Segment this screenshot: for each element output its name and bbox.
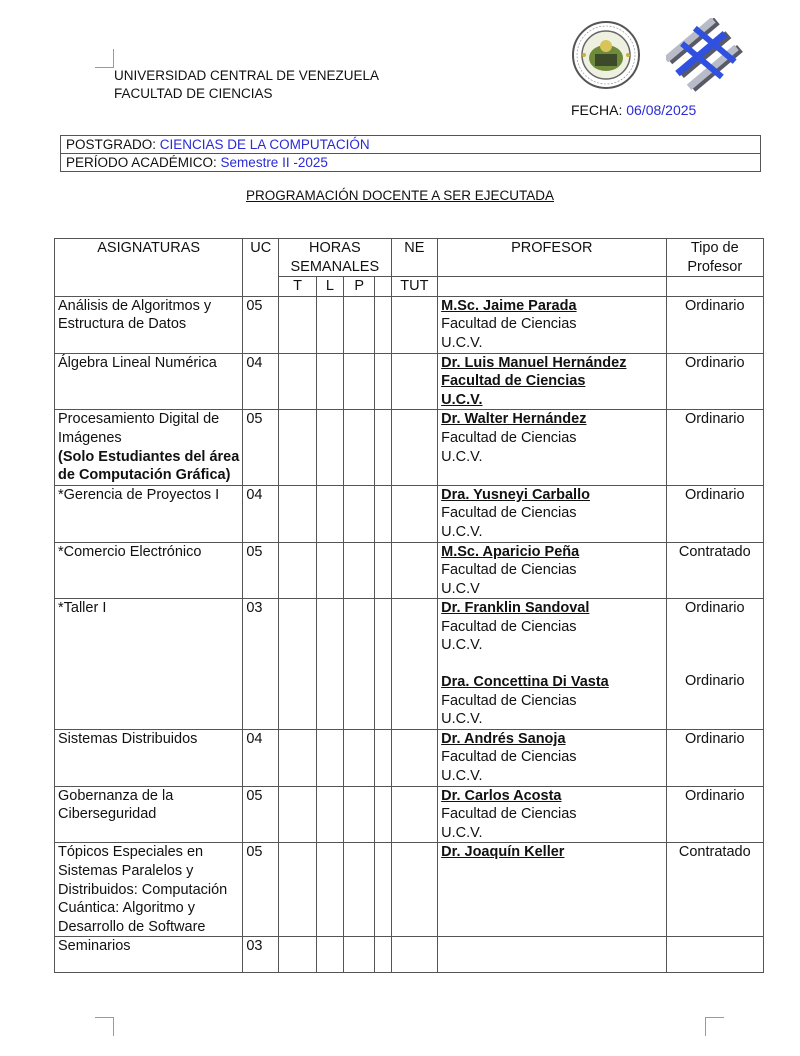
profesor-inst: U.C.V. — [441, 824, 483, 841]
uc-cell: 04 — [243, 729, 279, 786]
asignatura-cell: Gobernanza de la Ciberseguridad — [55, 786, 243, 843]
uc-cell: 05 — [243, 296, 279, 353]
profesor-name: Dr. Walter Hernández — [441, 411, 587, 428]
asignatura-cell: *Gerencia de Proyectos I — [55, 485, 243, 542]
asignatura-cell: *Taller I — [55, 599, 243, 730]
header-profesor: PROFESOR — [438, 239, 666, 277]
tipo-cell: Ordinario — [666, 410, 763, 485]
asignatura-cell: *Comercio Electrónico — [55, 542, 243, 599]
header-tut: TUT — [391, 277, 438, 297]
uc-cell: 04 — [243, 353, 279, 410]
profesor-inst: U.C.V. — [441, 448, 483, 465]
asignatura-note: (Solo Estudiantes del área de Computación Gráfica) — [58, 448, 240, 484]
uc-cell: 03 — [243, 937, 279, 973]
profesor-cell — [438, 353, 666, 410]
profesor-dep: Facultad de Ciencias — [441, 806, 577, 823]
profesor-dep: Facultad de Ciencias — [441, 505, 577, 522]
uc-cell: 04 — [243, 485, 279, 542]
header-asignaturas: ASIGNATURAS — [55, 239, 243, 297]
profesor-dep: Facultad de Ciencias — [441, 316, 577, 333]
profesor-inst: U.C.V. — [441, 768, 483, 785]
tipo-cell: Contratado — [666, 843, 763, 937]
program-info-box — [60, 135, 761, 172]
date-line — [571, 102, 696, 118]
header-blank — [375, 277, 391, 297]
header-uc: UC — [243, 239, 279, 297]
asignatura-cell: Tópicos Especiales en Sistemas Paralelos y Distribuidos: Computación Cuántica: Algoritmo y Desarrollo de Software — [55, 843, 243, 937]
periodo-row — [61, 153, 760, 171]
uc-cell: 05 — [243, 843, 279, 937]
date-value: 06/08/2025 — [626, 102, 697, 118]
tipo-cell: Ordinario — [666, 485, 763, 542]
profesor-dep: Facultad de Ciencias — [441, 749, 577, 766]
header-horas-semanales: HORAS SEMANALES — [279, 239, 392, 277]
uc-cell: 03 — [243, 599, 279, 730]
university-name: UNIVERSIDAD CENTRAL DE VENEZUELA — [114, 68, 380, 83]
profesor-name: Dr. Joaquín Keller — [441, 844, 565, 861]
uc-cell: 05 — [243, 542, 279, 599]
postgrado-label: POSTGRADO: — [66, 137, 157, 152]
header-tipo-sub — [666, 277, 763, 297]
profesor-inst: U.C.V. — [441, 391, 483, 408]
profesor-cell — [438, 542, 666, 599]
profesor-name: M.Sc. Jaime Parada — [441, 297, 577, 314]
table-row — [55, 937, 764, 973]
uc-cell: 05 — [243, 786, 279, 843]
tipo-value-2: Ordinario — [684, 672, 745, 689]
asignatura-cell — [55, 410, 243, 485]
profesor-cell — [438, 729, 666, 786]
profesor-cell — [438, 599, 666, 730]
profesor-cell — [438, 485, 666, 542]
header-t: T — [279, 277, 317, 297]
postgrado-row — [61, 136, 760, 153]
table-row — [55, 542, 764, 599]
tipo-cell: Ordinario — [666, 296, 763, 353]
periodo-value: Semestre II -2025 — [220, 155, 328, 170]
asignatura-cell: Seminarios — [55, 937, 243, 973]
profesor-dep: Facultad de Ciencias — [441, 429, 577, 446]
profesor-inst-2: U.C.V. — [441, 711, 483, 728]
uc-cell: 05 — [243, 410, 279, 485]
table-row — [55, 786, 764, 843]
page-corner-mark-bottom-left — [95, 1017, 114, 1036]
tipo-cell — [666, 937, 763, 973]
page-corner-mark-top-left — [95, 49, 114, 68]
profesor-name: Dr. Carlos Acosta — [441, 787, 562, 804]
profesor-dep: Facultad de Ciencias — [441, 618, 577, 635]
profesor-dep: Facultad de Ciencias — [441, 373, 586, 390]
table-row — [55, 599, 764, 730]
document-title: PROGRAMACIÓN DOCENTE A SER EJECUTADA — [245, 188, 555, 203]
profesor-name: M.Sc. Aparicio Peña — [441, 543, 580, 560]
profesor-name: Dr. Luis Manuel Hernández — [441, 354, 627, 371]
header-tipo-profesor: Tipo de Profesor — [666, 239, 763, 277]
periodo-label: PERÍODO ACADÉMICO: — [66, 155, 217, 170]
table-row — [55, 485, 764, 542]
postgrado-value: CIENCIAS DE LA COMPUTACIÓN — [159, 137, 370, 152]
profesor-cell — [438, 296, 666, 353]
header-l: L — [316, 277, 343, 297]
tipo-cell — [666, 599, 763, 730]
profesor-name: Dr. Franklin Sandoval — [441, 600, 590, 617]
asignatura-cell: Álgebra Lineal Numérica — [55, 353, 243, 410]
profesor-dep-2: Facultad de Ciencias — [441, 692, 577, 709]
header-ne: NE — [391, 239, 438, 277]
profesor-dep: Facultad de Ciencias — [441, 562, 577, 579]
profesor-cell — [438, 843, 666, 937]
profesor-inst: U.C.V — [441, 580, 480, 597]
tipo-cell: Ordinario — [666, 786, 763, 843]
programming-table — [54, 238, 764, 973]
tipo-cell: Ordinario — [666, 729, 763, 786]
profesor-inst: U.C.V. — [441, 334, 483, 351]
profesor-name: Dra. Yusneyi Carballo — [441, 486, 590, 503]
faculty-name: FACULTAD DE CIENCIAS — [114, 86, 273, 101]
table-row — [55, 296, 764, 353]
profesor-inst: U.C.V. — [441, 523, 483, 540]
ucv-seal-icon — [571, 20, 641, 90]
profesor-name-2: Dra. Concettina Di Vasta — [441, 674, 609, 691]
table-header-row — [55, 239, 764, 277]
profesor-name: Dr. Andrés Sanoja — [441, 730, 566, 747]
profesor-cell — [438, 937, 666, 973]
institution-header — [114, 67, 379, 103]
facultad-ciencias-logo-icon — [666, 18, 744, 92]
table-row — [55, 843, 764, 937]
profesor-cell — [438, 786, 666, 843]
tipo-value: Ordinario — [684, 600, 745, 617]
header-p: P — [343, 277, 374, 297]
header-profesor-sub — [438, 277, 666, 297]
asignatura-cell: Sistemas Distribuidos — [55, 729, 243, 786]
page-corner-mark-bottom-right — [705, 1017, 724, 1036]
date-label: FECHA: — [571, 102, 623, 118]
profesor-inst: U.C.V. — [441, 637, 483, 654]
tipo-cell: Ordinario — [666, 353, 763, 410]
table-row — [55, 353, 764, 410]
table-row — [55, 410, 764, 485]
table-row — [55, 729, 764, 786]
profesor-cell — [438, 410, 666, 485]
tipo-cell: Contratado — [666, 542, 763, 599]
asignatura-cell: Análisis de Algoritmos y Estructura de Datos — [55, 296, 243, 353]
asignatura-name: Procesamiento Digital de Imágenes — [58, 411, 220, 446]
